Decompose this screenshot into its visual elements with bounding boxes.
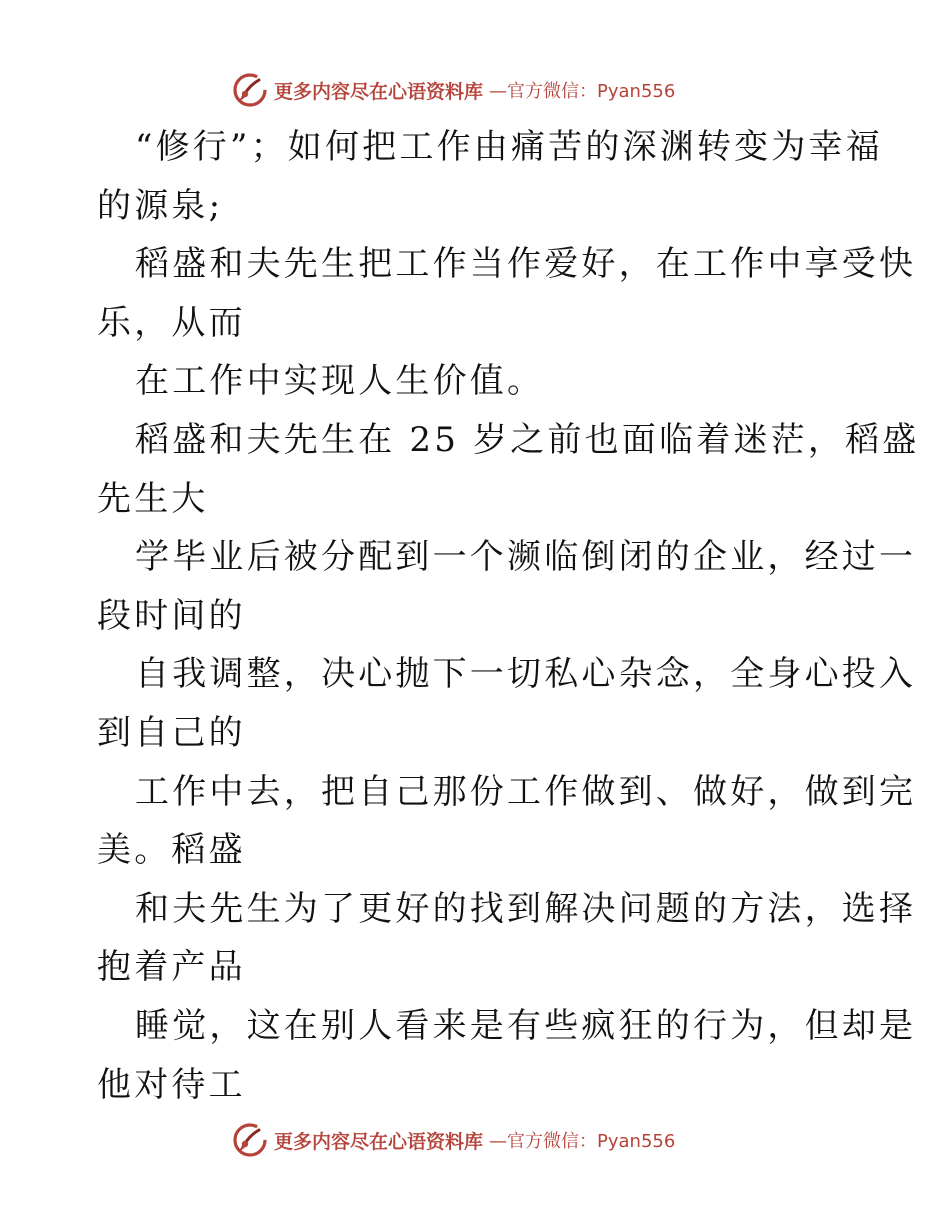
text-line: 抱着产品 bbox=[97, 947, 246, 988]
text-line: 先生大 bbox=[97, 478, 209, 519]
text-line: 睡觉，这在别人看来是有些疯狂的行为，但却是 bbox=[135, 1005, 917, 1046]
text-line: 和夫先生为了更好的找到解决问题的方法，选择 bbox=[135, 888, 917, 929]
text-line: 的源泉; bbox=[97, 185, 224, 226]
text-line: 他对待工 bbox=[97, 1064, 246, 1105]
banner-title: 更多内容尽在心语资料库 bbox=[274, 80, 484, 103]
text-line: 学毕业后被分配到一个濒临倒闭的企业，经过一 bbox=[135, 537, 917, 578]
text-line: 自我调整，决心抛下一切私心杂念，全身心投入 bbox=[135, 654, 917, 695]
header-banner bbox=[232, 72, 675, 108]
banner-wechat: —官方微信：Pyan556 bbox=[489, 1131, 676, 1152]
text-line: 乐，从而 bbox=[97, 302, 246, 343]
brush-circle-logo-icon bbox=[232, 72, 268, 108]
footer-banner bbox=[232, 1122, 675, 1158]
text-line: 段时间的 bbox=[97, 595, 246, 636]
text-line: 到自己的 bbox=[97, 712, 246, 753]
banner-wechat: —官方微信：Pyan556 bbox=[489, 81, 676, 102]
text-line: 工作中去，把自己那份工作做到、做好，做到完 bbox=[135, 771, 917, 812]
text-line: 在工作中实现人生价值。 bbox=[135, 361, 545, 402]
text-line: 美。稻盛 bbox=[97, 830, 246, 871]
text-line: 稻盛和夫先生把工作当作爱好，在工作中享受快 bbox=[135, 244, 917, 285]
banner-title: 更多内容尽在心语资料库 bbox=[274, 1130, 484, 1153]
text-line: 稻盛和夫先生在 25 岁之前也面临着迷茫，稻盛 bbox=[135, 419, 920, 460]
document-body bbox=[97, 118, 920, 1114]
text-line: “修行”；如何把工作由痛苦的深渊转变为幸福 bbox=[135, 127, 883, 167]
brush-circle-logo-icon bbox=[232, 1122, 268, 1158]
